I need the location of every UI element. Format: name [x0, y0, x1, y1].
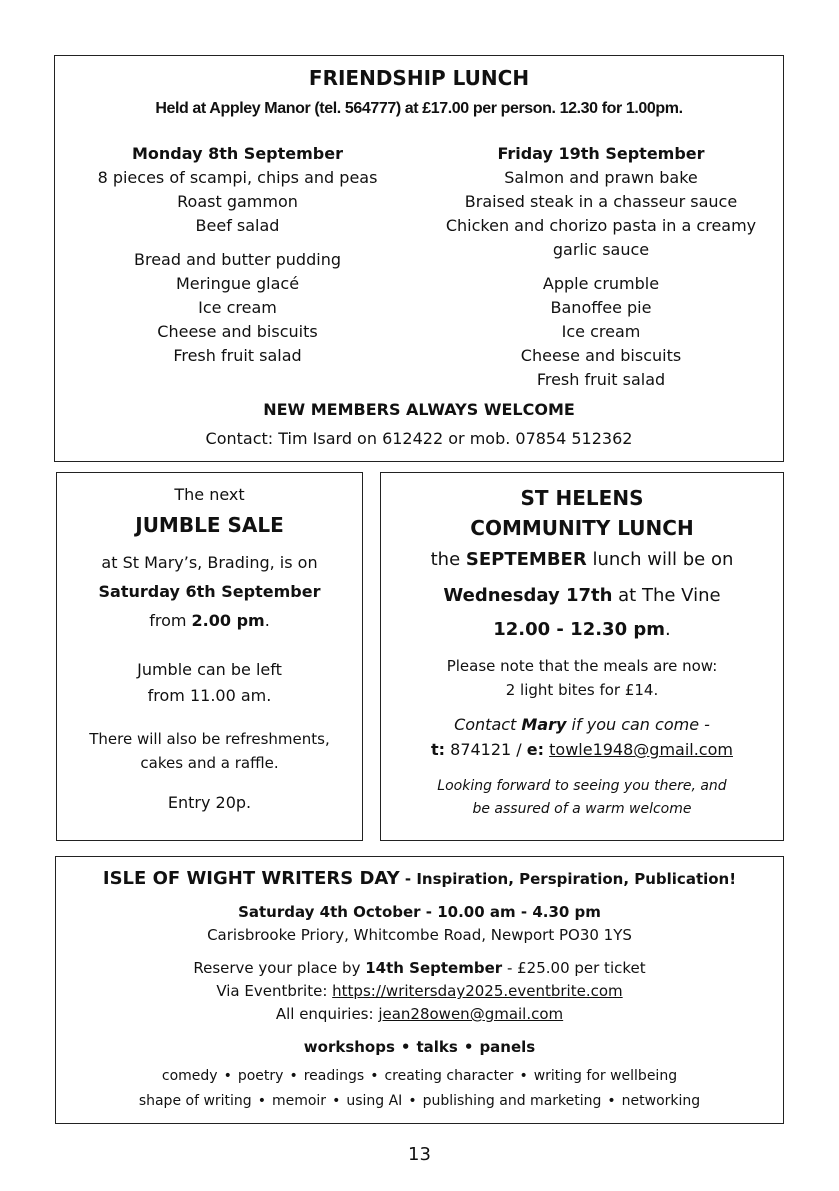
month-value: SEPTEMBER	[465, 549, 587, 570]
menu-item: Apple crumble	[542, 274, 660, 293]
eventbrite-line	[56, 980, 783, 1003]
bullet-separator: •	[519, 1068, 528, 1084]
menu-item: Beef salad	[195, 216, 280, 235]
bullet-separator: •	[332, 1093, 341, 1109]
format-workshops: workshops	[303, 1038, 395, 1056]
st-helens-note	[381, 654, 783, 702]
jumble-drop-off	[57, 657, 362, 709]
st-helens-date	[381, 585, 783, 606]
writers-heading	[56, 868, 783, 889]
menu-item: Fresh fruit salad	[173, 346, 302, 365]
jumble-date: Saturday 6th September	[98, 582, 321, 601]
jumble-title: JUMBLE SALE	[135, 513, 284, 537]
bullet-separator: •	[400, 1038, 411, 1056]
page-number: 13	[408, 1144, 431, 1165]
bullet-separator: •	[408, 1093, 417, 1109]
jumble-time-suffix: .	[264, 611, 270, 630]
jumble-time-value: 2.00 pm	[191, 611, 265, 630]
jumble-extras	[57, 727, 362, 775]
bullet-separator: •	[463, 1038, 474, 1056]
closing-line: be assured of a warm welcome	[472, 801, 692, 817]
menu-item: Roast gammon	[177, 192, 298, 211]
contact-prefix: Contact	[454, 715, 522, 734]
topics-row-1	[56, 1064, 783, 1089]
jumble-intro: The next	[174, 485, 245, 504]
menu-monday	[65, 142, 410, 368]
note-line: Please note that the meals are now:	[446, 657, 718, 675]
bullet-separator: •	[223, 1068, 232, 1084]
contact-name: Mary	[521, 715, 567, 734]
tel-label: t:	[431, 740, 446, 759]
topic: readings	[303, 1068, 365, 1084]
bullet-separator: •	[257, 1093, 266, 1109]
contact-suffix: if you can come -	[566, 715, 710, 734]
st-helens-title-line1: ST HELENS	[520, 486, 644, 510]
date-value: Wednesday 17th	[443, 585, 613, 606]
jumble-time	[57, 611, 362, 630]
menu-item: Fresh fruit salad	[536, 370, 666, 389]
menu-friday	[423, 142, 779, 392]
venue: at The Vine	[612, 585, 721, 606]
topic: comedy	[161, 1068, 218, 1084]
reserve-line	[56, 957, 783, 980]
menu-item: garlic sauce	[552, 240, 650, 259]
topic: creating character	[384, 1068, 514, 1084]
month-prefix: the	[430, 549, 466, 570]
topic: poetry	[237, 1068, 284, 1084]
st-helens-closing	[381, 775, 783, 821]
enquiries-line	[56, 1003, 783, 1026]
st-helens-contact	[381, 715, 783, 734]
closing-line: Looking forward to seeing you there, and	[437, 778, 727, 794]
topic: networking	[621, 1093, 701, 1109]
jumble-drop-line: Jumble can be left	[137, 660, 282, 679]
jumble-entry: Entry 20p.	[167, 793, 252, 812]
jumble-drop-line: from 11.00 am.	[147, 686, 272, 705]
st-helens-time	[381, 619, 783, 640]
bullet-separator: •	[289, 1068, 298, 1084]
menu-item: 8 pieces of scampi, chips and peas	[97, 168, 378, 187]
menu-item: Salmon and prawn bake	[504, 168, 698, 187]
writers-title: ISLE OF WIGHT WRITERS DAY	[102, 868, 400, 889]
writers-formats	[56, 1038, 783, 1056]
friendship-contact: Contact: Tim Isard on 612422 or mob. 07854 512362	[205, 429, 633, 448]
st-helens-title	[381, 483, 783, 543]
writers-day-box	[55, 856, 784, 1124]
jumble-sale-box	[56, 472, 363, 841]
tel-number: 874121 /	[445, 740, 527, 759]
menu-item: Meringue glacé	[175, 274, 300, 293]
menu-item: Ice cream	[561, 322, 641, 341]
menu-item: Bread and butter pudding	[134, 250, 341, 269]
st-helens-title-line2: COMMUNITY LUNCH	[470, 516, 694, 540]
topic: using AI	[346, 1093, 403, 1109]
writers-booking	[56, 957, 783, 1026]
enquiries-email-link[interactable]: jean28owen@gmail.com	[378, 1005, 564, 1023]
menu-item: Chicken and chorizo pasta in a creamy	[445, 216, 757, 235]
friendship-subtitle: Held at Appley Manor (tel. 564777) at £17.00 per person. 12.30 for 1.00pm.	[155, 100, 683, 117]
enquiries-prefix: All enquiries:	[275, 1005, 379, 1023]
jumble-location: at St Mary’s, Brading, is on	[101, 553, 318, 572]
topic: shape of writing	[138, 1093, 252, 1109]
writers-tagline: - Inspiration, Perspiration, Publication!	[399, 870, 737, 888]
jumble-extras-line: There will also be refreshments,	[89, 730, 330, 748]
menu-item: Cheese and biscuits	[157, 322, 318, 341]
email-label: e:	[526, 740, 545, 759]
menu-item: Banoffee pie	[550, 298, 652, 317]
writers-datetime: Saturday 4th October - 10.00 am - 4.30 pm	[238, 903, 601, 921]
menu-item: Braised steak in a chasseur sauce	[464, 192, 738, 211]
email-link[interactable]: towle1948@gmail.com	[549, 740, 733, 759]
bullet-separator: •	[607, 1093, 616, 1109]
menu-friday-date: Friday 19th September	[497, 144, 705, 163]
time-suffix: .	[665, 619, 671, 640]
format-panels: panels	[479, 1038, 536, 1056]
menu-item: Ice cream	[198, 298, 277, 317]
jumble-extras-line: cakes and a raffle.	[140, 754, 279, 772]
reserve-suffix: - £25.00 per ticket	[502, 959, 646, 977]
format-talks: talks	[416, 1038, 458, 1056]
topic: publishing and marketing	[422, 1093, 602, 1109]
st-helens-tel-email	[381, 740, 783, 759]
topic: writing for wellbeing	[533, 1068, 678, 1084]
friendship-title: FRIENDSHIP LUNCH	[308, 66, 530, 90]
bullet-separator: •	[370, 1068, 379, 1084]
menu-monday-date: Monday 8th September	[132, 144, 343, 163]
topic: memoir	[271, 1093, 327, 1109]
eventbrite-link[interactable]: https://writersday2025.eventbrite.com	[332, 982, 623, 1000]
reserve-date: 14th September	[365, 959, 503, 977]
topics-row-2	[56, 1089, 783, 1114]
writers-topics	[56, 1064, 783, 1114]
st-helens-box	[380, 472, 784, 841]
reserve-prefix: Reserve your place by	[193, 959, 366, 977]
via-prefix: Via Eventbrite:	[216, 982, 333, 1000]
time-value: 12.00 - 12.30 pm	[493, 619, 666, 640]
st-helens-month	[381, 549, 783, 570]
writers-venue: Carisbrooke Priory, Whitcombe Road, Newport PO30 1YS	[207, 926, 632, 944]
jumble-time-prefix: from	[149, 611, 192, 630]
friendship-lunch-box	[54, 55, 784, 462]
month-suffix: lunch will be on	[586, 549, 734, 570]
menu-item: Cheese and biscuits	[520, 346, 682, 365]
new-members-welcome: NEW MEMBERS ALWAYS WELCOME	[263, 400, 575, 419]
note-line: 2 light bites for £14.	[505, 681, 659, 699]
